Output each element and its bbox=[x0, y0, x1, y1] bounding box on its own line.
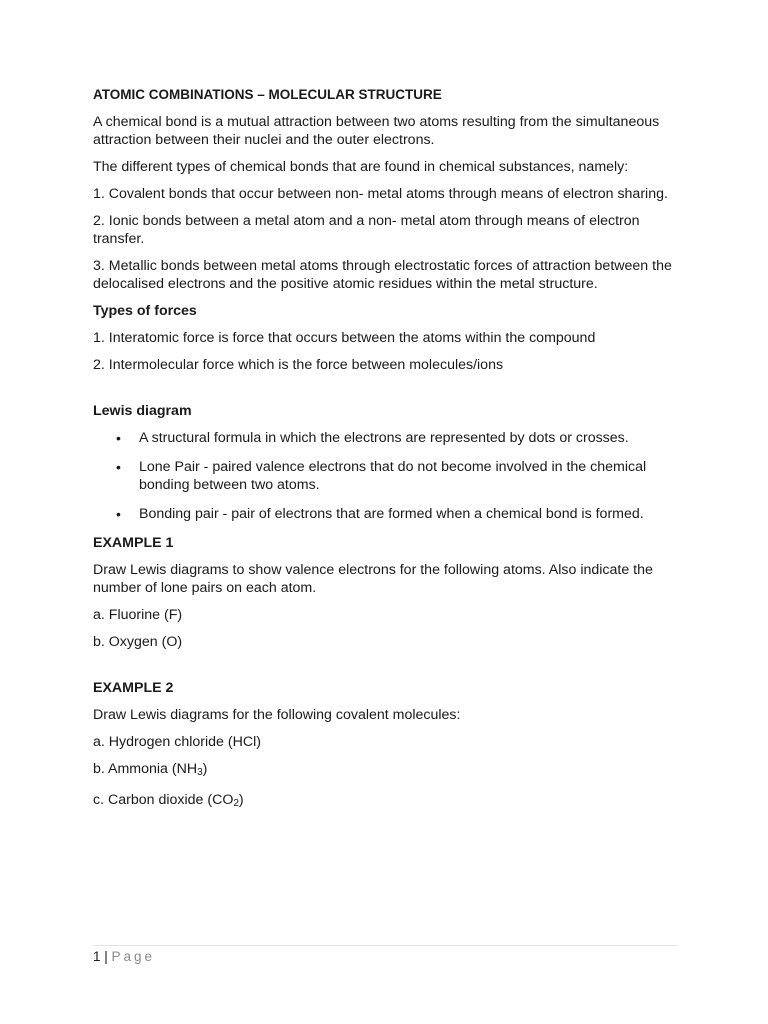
example-2-item-c: c. Carbon dioxide $(CO_2)$ bbox=[93, 792, 244, 809]
paragraph-interatomic: 1. Interatomic force is force that occurs between the atoms within the compound bbox=[93, 330, 596, 346]
paragraph-covalent: 1. Covalent bonds that occur between non- metal atoms through means of electron sharing. bbox=[93, 186, 668, 202]
page-number: 1 bbox=[93, 949, 101, 964]
example-1-item-b: b. Oxygen (O) bbox=[93, 634, 183, 650]
page-footer bbox=[93, 945, 678, 966]
paragraph-chemical-bond: A chemical bond is a mutual attraction between two atoms resulting from the simultaneous attraction between their nuclei and the outer electrons. bbox=[93, 114, 660, 148]
paragraph-bond-types-intro: The different types of chemical bonds that are found in chemical substances, namely: bbox=[93, 159, 629, 175]
example-2-item-b: b. Ammonia $(NH_3)$ bbox=[93, 761, 208, 778]
document-page bbox=[93, 86, 678, 822]
bullet-icon: • bbox=[116, 459, 121, 475]
bullet-icon: • bbox=[116, 506, 121, 522]
lewis-bullet-list bbox=[93, 429, 678, 523]
spacer bbox=[93, 660, 678, 679]
list-item bbox=[93, 458, 678, 494]
heading-types-of-forces: Types of forces bbox=[93, 303, 197, 319]
paragraph-ionic: 2. Ionic bonds between a metal atom and a non- metal atom through means of electron transfer. bbox=[93, 213, 640, 247]
list-item-text: Lone Pair - paired valence electrons that do not become involved in the chemical bonding between two atoms. bbox=[139, 459, 647, 493]
heading-lewis-diagram: Lewis diagram bbox=[93, 403, 192, 419]
paragraph-metallic: 3. Metallic bonds between metal atoms through electrostatic forces of attraction between the delocalised electrons and the positive atomic residues within the metal structure. bbox=[93, 258, 672, 292]
heading-example-2: EXAMPLE 2 bbox=[93, 680, 174, 696]
footer-separator: | bbox=[100, 949, 112, 964]
document-title: ATOMIC COMBINATIONS – MOLECULAR STRUCTURE bbox=[93, 87, 442, 102]
page-label: Page bbox=[111, 949, 156, 964]
spacer bbox=[93, 383, 678, 402]
example-1-instruction: Draw Lewis diagrams to show valence electrons for the following atoms. Also indicate the number of lone pairs on each atom. bbox=[93, 562, 653, 596]
list-item bbox=[93, 505, 678, 523]
example-1-item-a: a. Fluorine (F) bbox=[93, 607, 183, 623]
paragraph-intermolecular: 2. Intermolecular force which is the force between molecules/ions bbox=[93, 357, 504, 373]
example-2-item-a: a. Hydrogen chloride (HCl) bbox=[93, 734, 261, 750]
list-item bbox=[93, 429, 678, 447]
bullet-icon: • bbox=[116, 430, 121, 446]
list-item-text: A structural formula in which the electrons are represented by dots or crosses. bbox=[139, 430, 629, 446]
example-2-instruction: Draw Lewis diagrams for the following covalent molecules: bbox=[93, 707, 461, 723]
heading-example-1: EXAMPLE 1 bbox=[93, 535, 174, 551]
list-item-text: Bonding pair - pair of electrons that are formed when a chemical bond is formed. bbox=[139, 506, 644, 522]
